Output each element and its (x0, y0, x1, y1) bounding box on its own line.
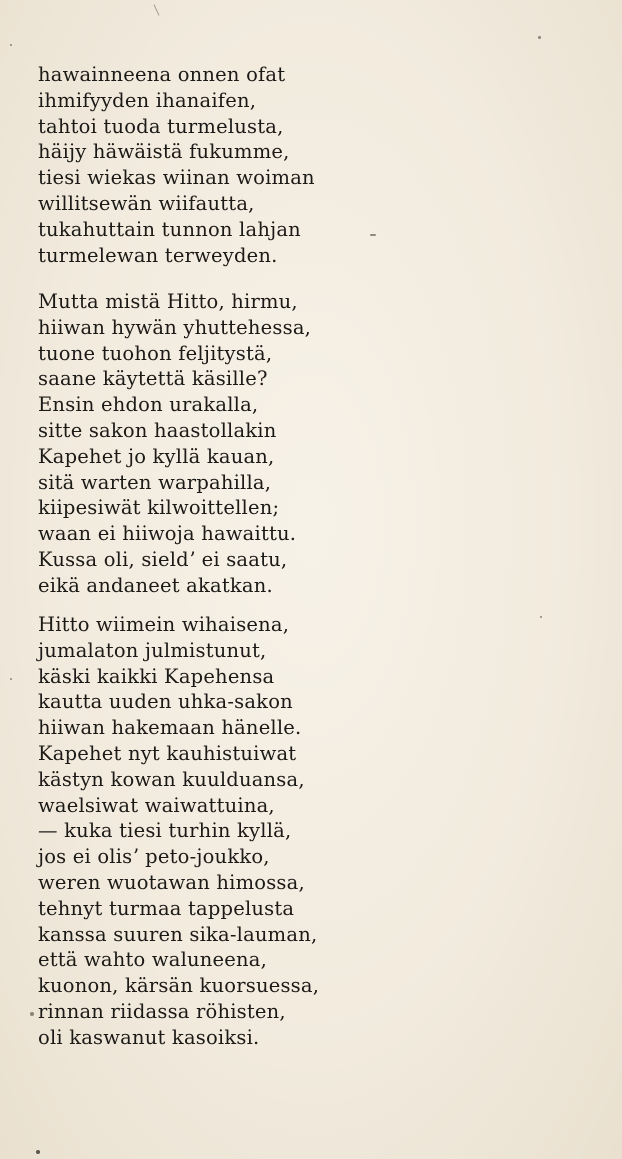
ink-speck (10, 678, 12, 680)
verse-line: jos ei olisʼ peto-joukko, (38, 845, 270, 869)
verse-line: hawainneena onnen ofat (38, 63, 286, 86)
ink-speck (36, 1150, 40, 1154)
ink-speck (30, 1012, 34, 1016)
verse-line: kuonon, kärsän kuorsuessa, (38, 974, 320, 998)
verse-line: saane käytettä käsille? (38, 367, 268, 391)
verse-line: että wahto waluneena, (38, 948, 268, 972)
ink-speck (540, 616, 542, 618)
stanza-2 (38, 289, 378, 599)
ink-speck (538, 36, 541, 39)
verse-line: oli kaswanut kasoiksi. (38, 1025, 260, 1049)
verse-line: tukahuttain tunnon lahjan (38, 217, 301, 241)
verse-line: tuone tuohon feljitystä, (38, 341, 273, 365)
verse-line: sitä warten warpahilla, (38, 470, 272, 494)
verse-line: rinnan riidassa röhisten, (38, 999, 286, 1023)
verse-line: kanssa suuren sika-lauman, (38, 922, 318, 946)
verse-line: weren wuotawan himossa, (38, 870, 305, 894)
verse-line: tahtoi tuoda turmelusta, (38, 114, 284, 138)
verse-line: Kussa oli, sieldʼ ei saatu, (38, 547, 288, 571)
stanza-1 (38, 62, 378, 268)
verse-line: eikä andaneet akatkan. (38, 573, 273, 597)
verse-line: Kapehet nyt kauhistuiwat (38, 741, 297, 765)
verse-line: waelsiwat waiwattuina, (38, 793, 275, 817)
verse-line: häijy häwäistä fukumme, (38, 140, 290, 164)
verse-line: waan ei hiiwoja hawaittu. (38, 522, 297, 546)
verse-line: Hitto wiimein wihaisena, (38, 613, 290, 636)
verse-line: kästyn kowan kuulduansa, (38, 767, 305, 791)
print-mark (154, 4, 160, 15)
verse-line: tiesi wiekas wiinan woiman (38, 166, 315, 190)
ink-speck (10, 44, 12, 46)
verse-line: Ensin ehdon urakalla, (38, 393, 259, 417)
verse-line: — kuka tiesi turhin kyllä, (38, 819, 292, 843)
verse-line: willitsewän wiifautta, (38, 191, 255, 215)
verse-line: tehnyt turmaa tappelusta (38, 896, 295, 920)
verse-line: turmelewan terweyden. (38, 243, 278, 267)
verse-line: hiiwan hakemaan hänelle. (38, 716, 302, 740)
verse-line: Kapehet jo kyllä kauan, (38, 444, 275, 468)
verse-line: käski kaikki Kapehensa (38, 664, 275, 688)
verse-line: ihmifyyden ihanaifen, (38, 88, 257, 112)
verse-line: sitte sakon haastollakin (38, 418, 277, 442)
verse-line: jumalaton julmistunut, (38, 638, 267, 662)
verse-line: Mutta mistä Hitto, hirmu, (38, 290, 298, 313)
verse-line: kautta uuden uhka-sakon (38, 690, 293, 714)
verse-line: hiiwan hywän yhuttehessa, (38, 315, 312, 339)
verse-line: kiipesiwät kilwoittellen; (38, 496, 280, 520)
stanza-3 (38, 612, 378, 1051)
